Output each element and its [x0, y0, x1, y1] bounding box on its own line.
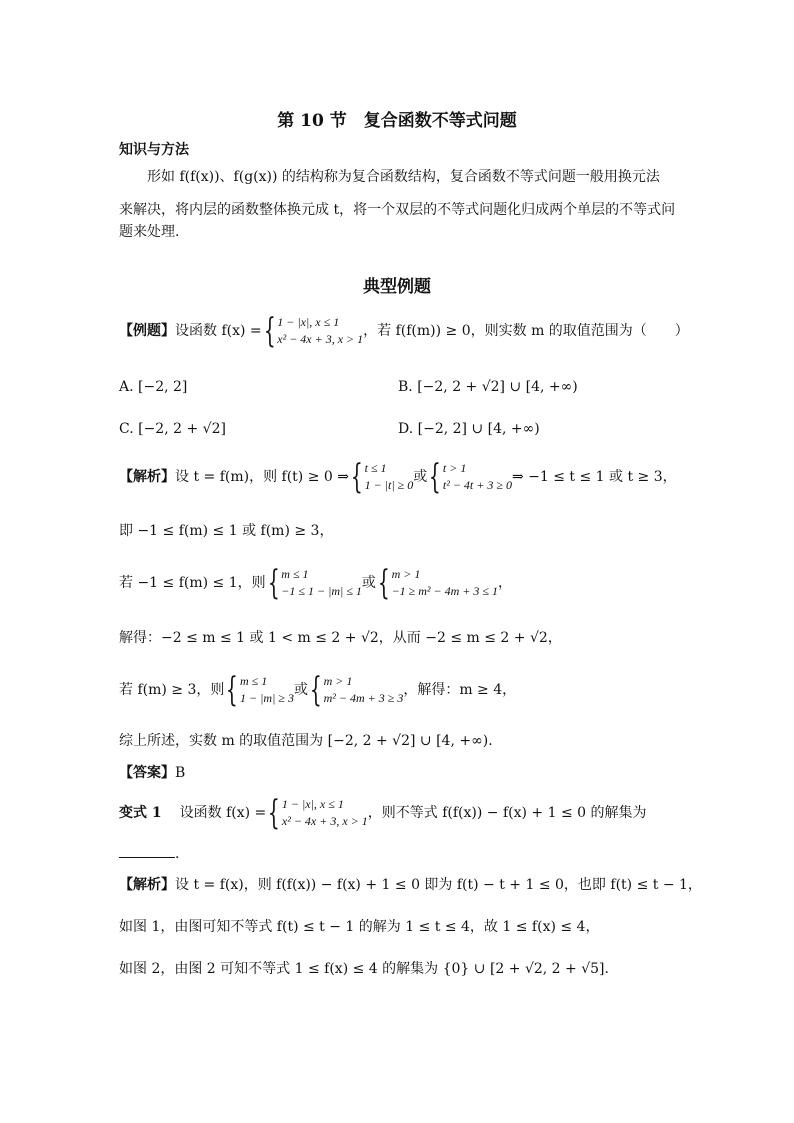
case: m > 1 [391, 567, 421, 581]
cases-1 [240, 673, 294, 707]
answer-blank-line [119, 843, 179, 865]
example-text-before: 设函数 f(x) = [175, 323, 262, 339]
example-problem [119, 311, 689, 351]
cases-2 [392, 566, 498, 600]
knowledge-heading: 知识与方法 [119, 142, 189, 158]
case: m ≤ 1 [281, 567, 309, 581]
case: m > 1 [323, 674, 353, 688]
analysis-text: 若 f(m) ≥ 3，则 [119, 682, 225, 698]
case: 1 − |m| ≥ 3 [240, 691, 294, 705]
analysis-text: ，解得：m ≥ 4， [403, 682, 517, 698]
cases-2 [324, 673, 404, 707]
answer-value: B [175, 765, 186, 781]
case-1: 1 − |x|, x ≤ 1 [281, 797, 344, 811]
piecewise-cases [277, 314, 363, 348]
left-brace: { [429, 457, 442, 497]
variant-text-after: ，则不等式 f(f(x)) − f(x) + 1 ≤ 0 的解集为 [367, 805, 647, 821]
left-brace: { [226, 670, 239, 710]
left-brace: { [377, 563, 390, 603]
piecewise-cases [282, 796, 368, 830]
answer-line [119, 762, 185, 784]
answer-blank[interactable] [119, 857, 175, 858]
case-2: x² − 4x + 3, x > 1 [281, 814, 368, 828]
analysis-line-1 [119, 457, 677, 497]
analysis-line-2: 即 −1 ≤ f(m) ≤ 1 或 f(m) ≥ 3， [119, 523, 334, 539]
page-title: 第 10 节 复合函数不等式问题 [277, 111, 517, 131]
answer-label: 【答案】 [119, 765, 175, 781]
case: t² − 4t + 3 ≥ 0 [442, 478, 512, 492]
variant-label: 变式 1 [119, 805, 162, 821]
option-b: B. [−2, 2 + √2] ∪ [4, +∞) [398, 379, 578, 395]
analysis-line-5 [119, 670, 517, 710]
case-2: x² − 4x + 3, x > 1 [277, 332, 364, 346]
or-text: 或 [361, 575, 376, 591]
variant-analysis-line-2: 如图 1，由图可知不等式 f(t) ≤ t − 1 的解为 1 ≤ t ≤ 4，故 1 ≤ f(x) ≤ 4， [119, 919, 600, 935]
option-a: A. [−2, 2] [119, 379, 188, 395]
example-text-after: ，若 f(f(m)) ≥ 0，则实数 m 的取值范围为（ ） [363, 323, 689, 339]
variant-problem [119, 793, 647, 833]
intro-line-3: 题来处理. [119, 224, 180, 240]
analysis-text: ⇒ −1 ≤ t ≤ 1 或 t ≥ 3， [511, 469, 677, 485]
analysis-label: 【解析】 [119, 469, 175, 485]
left-brace: { [309, 670, 322, 710]
analysis-line-3 [119, 563, 512, 603]
left-brace: { [350, 457, 363, 497]
case: −1 ≤ 1 − |m| ≤ 1 [281, 584, 362, 598]
left-brace: { [267, 563, 280, 603]
analysis-text: 若 −1 ≤ f(m) ≤ 1，则 [119, 575, 266, 591]
cases-2 [443, 460, 512, 494]
case: 1 − |t| ≥ 0 [364, 478, 414, 492]
variant-analysis-label: 【解析】 [119, 877, 175, 893]
or-text: 或 [293, 682, 308, 698]
intro-line-1: 形如 f(f(x))、f(g(x)) 的结构称为复合函数结构，复合函数不等式问题一般用换元法 [147, 169, 660, 185]
variant-text-before: 设函数 f(x) = [179, 805, 267, 821]
analysis-text: 设 t = f(m)，则 f(t) ≥ 0 ⇒ [175, 469, 349, 485]
case: −1 ≥ m² − 4m + 3 ≤ 1 [391, 584, 498, 598]
left-brace: { [263, 311, 276, 351]
case: t ≤ 1 [364, 461, 387, 475]
analysis-line-6: 综上所述，实数 m 的取值范围为 [−2, 2 + √2] ∪ [4, +∞). [119, 733, 493, 749]
option-c: C. [−2, 2 + √2] [119, 421, 226, 437]
variant-analysis-text: 设 t = f(x)，则 f(f(x)) − f(x) + 1 ≤ 0 即为 f(t) − t + 1 ≤ 0，也即 f(t) ≤ t − 1， [175, 877, 702, 893]
cases-1 [365, 460, 414, 494]
case: m ≤ 1 [240, 674, 268, 688]
variant-analysis-line-3: 如图 2，由图 2 可知不等式 1 ≤ f(x) ≤ 4 的解集为 {0} ∪ [2 + √2, 2 + √5]. [119, 961, 609, 977]
case: m² − 4m + 3 ≥ 3 [323, 691, 404, 705]
analysis-line-4: 解得：−2 ≤ m ≤ 1 或 1 < m ≤ 2 + √2，从而 −2 ≤ m ≤ 2 + √2， [119, 630, 562, 646]
case: t > 1 [442, 461, 467, 475]
option-d: D. [−2, 2] ∪ [4, +∞) [398, 421, 540, 437]
section-heading: 典型例题 [363, 277, 431, 297]
cases-1 [281, 566, 362, 600]
intro-line-2: 来解决，将内层的函数整体换元成 t，将一个双层的不等式问题化归成两个单层的不等式问 [119, 202, 676, 218]
analysis-text: ， [497, 575, 512, 591]
blank-period: . [175, 846, 180, 862]
variant-analysis-line-1 [119, 874, 702, 896]
case-1: 1 − |x|, x ≤ 1 [277, 315, 340, 329]
left-brace: { [268, 793, 281, 833]
or-text: 或 [413, 469, 428, 485]
example-label: 【例题】 [119, 323, 175, 339]
